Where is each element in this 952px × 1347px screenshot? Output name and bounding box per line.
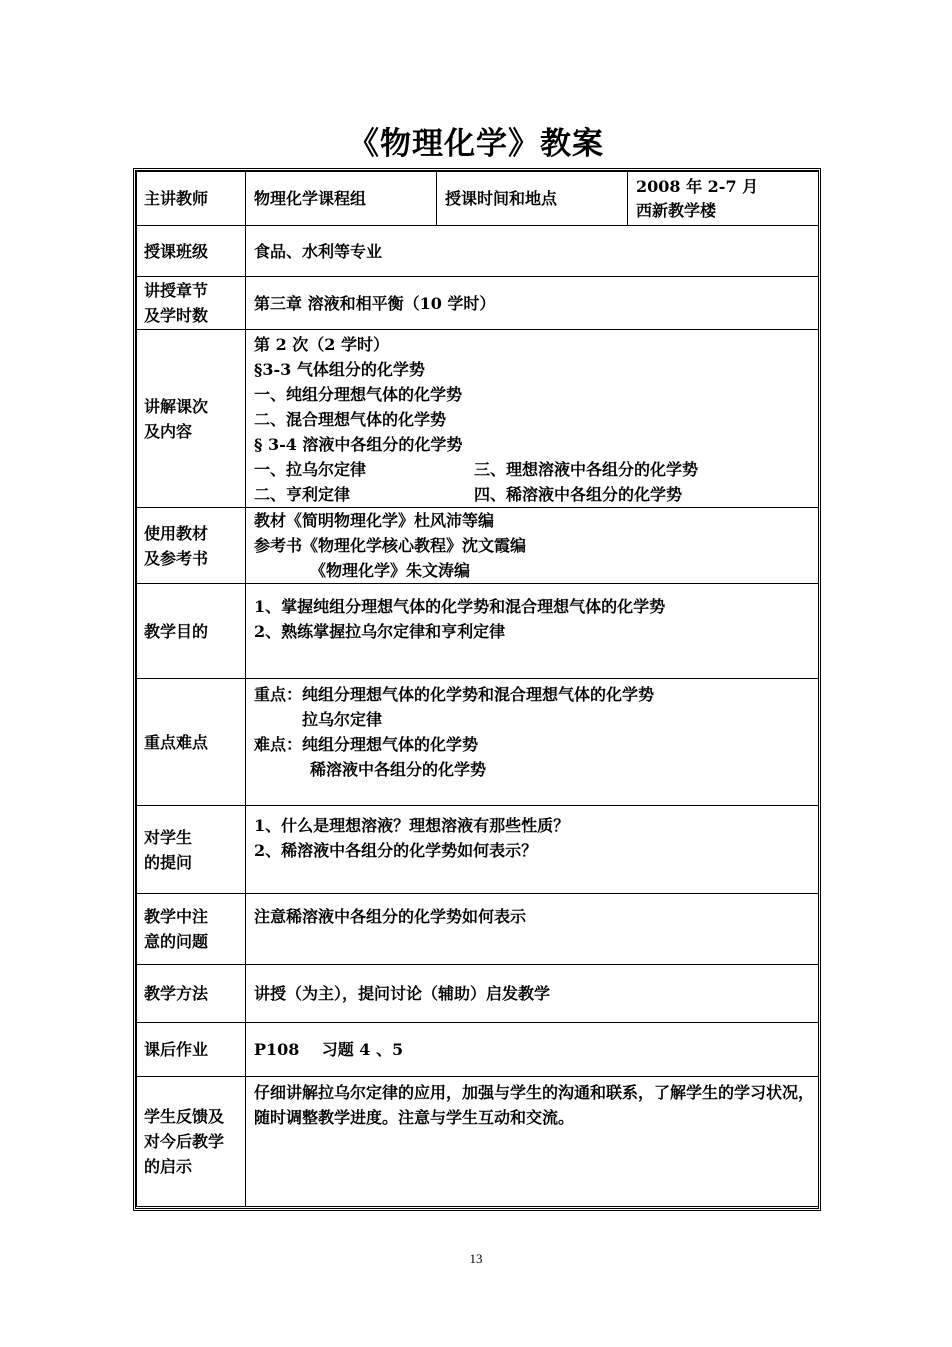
questions-label: 对学生 的提问 [137,806,246,894]
class-value: 食品、水利等专业 [246,226,819,277]
content-pair-line: 二、亨利定律 四、稀溶液中各组分的化学势 [254,485,683,504]
lesson-plan-table [136,171,819,1207]
attention-value: 注意稀溶液中各组分的化学势如何表示 [246,894,819,965]
questions-value: 1、什么是理想溶液？理想溶液有那些性质？ 2、稀溶液中各组分的化学势如何表示？ [246,806,819,894]
textbook-label: 使用教材 及参考书 [137,508,246,584]
content-pair-line: 一、拉乌尔定律 三、理想溶液中各组分的化学势 [254,460,699,479]
teacher-value: 物理化学课程组 [246,172,437,226]
keypoints-label: 重点难点 [137,679,246,806]
table-row [137,965,819,1023]
method-label: 教学方法 [137,965,246,1023]
feedback-value: 仔细讲解拉乌尔定律的应用，加强与学生的沟通和联系，了解学生的学习状况，随时调整教学进度。注意与学生互动和交流。 [246,1077,819,1207]
table-row [137,172,819,226]
table-row [137,1023,819,1077]
textbook-value: 教材《简明物理化学》杜风沛等编 参考书《物理化学核心教程》沈文霞编 《物理化学》朱文涛编 [246,508,819,584]
chapter-value: 第三章 溶液和相平衡（10 学时） [246,277,819,330]
feedback-label: 学生反馈及 对今后教学 的启示 [137,1077,246,1207]
page-title: 《物理化学》教案 [348,126,604,162]
table-row [137,330,819,508]
table-row [137,584,819,679]
time-place-value [628,172,819,226]
time-place-label: 授课时间和地点 [437,172,628,226]
content-value: 第 2 次（2 学时） §3-3 气体组分的化学势 一、纯组分理想气体的化学势 二、混合理想气体的化学势 § 3-4 溶液中各组分的化学势 一、拉乌尔定律 三、理想溶液中各组分的化学势 二、亨利定律 四、稀溶液中各组分的化学势 [246,330,819,508]
method-value: 讲授（为主），提问讨论（辅助）启发教学 [246,965,819,1023]
table-row [137,1077,819,1207]
table-row [137,679,819,806]
table-row [137,226,819,277]
place-value: 西新教学楼 [636,201,717,220]
keypoints-value: 重点：纯组分理想气体的化学势和混合理想气体的化学势 拉乌尔定律 难点：纯组分理想气体的化学势 稀溶液中各组分的化学势 [246,679,819,806]
class-label: 授课班级 [137,226,246,277]
homework-value: P108 习题 4 、5 [246,1023,819,1077]
chapter-label: 讲授章节 及学时数 [137,277,246,330]
table-row [137,894,819,965]
table-row [137,277,819,330]
objective-value: 1、掌握纯组分理想气体的化学势和混合理想气体的化学势 2、熟练掌握拉乌尔定律和亨利定律 [246,584,819,679]
teacher-label: 主讲教师 [137,172,246,226]
table-row [137,806,819,894]
table-row [137,508,819,584]
attention-label: 教学中注 意的问题 [137,894,246,965]
homework-label: 课后作业 [137,1023,246,1077]
objective-label: 教学目的 [137,584,246,679]
time-value: 2008 年 2-7 月 [636,177,759,196]
page-number: 13 [469,1251,483,1266]
content-label: 讲解课次 及内容 [137,330,246,508]
